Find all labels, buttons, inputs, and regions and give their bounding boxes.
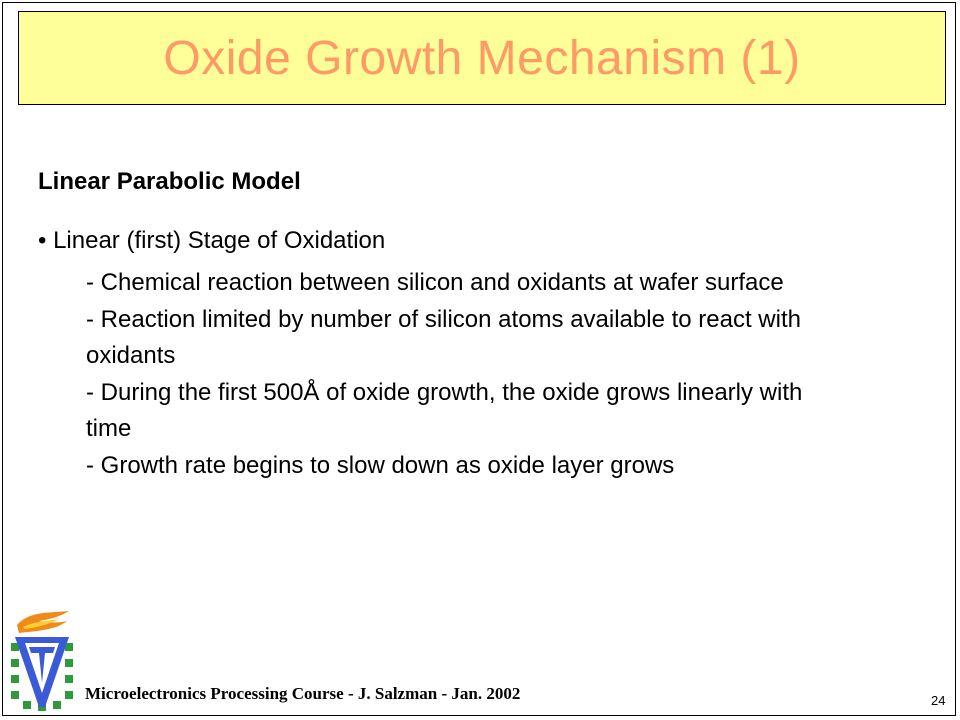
title-box xyxy=(18,11,946,105)
bullet-item: • Linear (first) Stage of Oxidation xyxy=(38,227,386,254)
sub-item-list xyxy=(86,265,826,484)
sub-item: - Growth rate begins to slow down as oxide layer grows xyxy=(86,451,675,479)
technion-logo-icon xyxy=(9,609,75,713)
sub-item: - Reaction limited by number of silicon atoms available to react with oxidants xyxy=(86,305,801,369)
sub-item: - Chemical reaction between silicon and oxidants at wafer surface xyxy=(86,269,784,296)
slide-title: Oxide Growth Mechanism (1) xyxy=(163,31,801,85)
page-number: 24 xyxy=(931,693,946,708)
sub-item: - During the first 500Å of oxide growth, the oxide grows linearly with time xyxy=(86,378,803,442)
section-heading: Linear Parabolic Model xyxy=(38,168,301,195)
footer-credit: Microelectronics Processing Course - J. Salzman - Jan. 2002 xyxy=(85,684,521,703)
slide xyxy=(2,2,956,716)
